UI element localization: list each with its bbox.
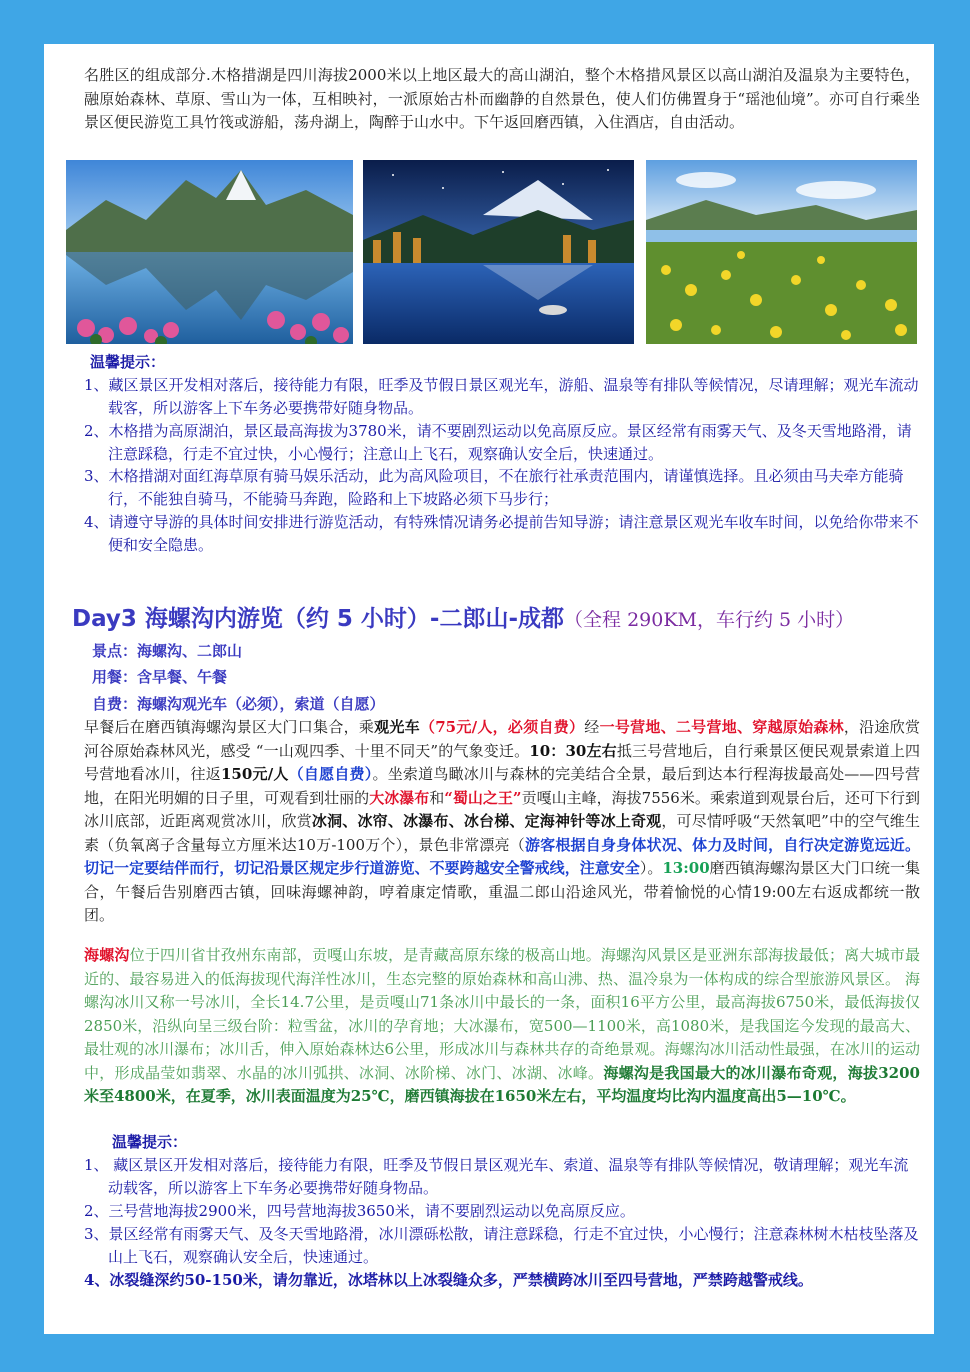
tip-2-2: 2、三号营地海拔2900米，四号营地海拔3650米，请不要剧烈运动以免高原反应。 (84, 1202, 635, 1220)
tips-title-1: 温馨提示： (90, 353, 166, 371)
tip-2-4: 4、冰裂缝深约50-150米，请勿靠近，冰塔林以上冰裂缝众多，严禁横跨冰川至四号营地，严禁跨越警戒线。 (84, 1271, 813, 1289)
tip-1-1: 1、藏区景区开发相对落后，接待能力有限，旺季及节假日景区观光车，游船、温泉等有排队等候情况，尽请理解；观光车流动载客，所以游客上下车务必要携带好随身物品。 (84, 376, 919, 417)
meadow-lake-photo (646, 160, 917, 344)
mountain-lake-flowers-photo (66, 160, 353, 344)
tip-2-3: 3、景区经常有雨雾天气、及冬天雪地路滑，冰川漂砾松散，请注意踩稳，行走不宜过快，小心慢行；注意森林树木枯枝坠落及山上飞石，观察确认安全后，快速通过。 (84, 1225, 919, 1266)
day3-subtitle: （全程 290KM，车行约 5 小时） (564, 609, 855, 631)
intro-paragraph: 名胜区的组成部分.木格措湖是四川海拔2000米以上地区最大的高山湖泊，整个木格措风景区以高山湖泊及温泉为主要特色，融原始森林、草原、雪山为一体，互相映衬，一派原始古朴而幽静的自然景色，使人们仿佛置身于“瑶池仙境”。亦可自行乘坐景区便民游览工具竹筏或游船，荡舟湖上，陶醉于山水中。下午返回磨西镇，入住酒店，自由活动。 (84, 66, 920, 131)
tip-1-2: 2、木格措为高原湖泊，景区最高海拔为3780米，请不要剧烈运动以免高原反应。景区经常有雨雾天气、及冬天雪地路滑，请注意踩稳，行走不宜过快，小心慢行；注意山上飞石，观察确认安全后，快速通过。 (84, 422, 912, 463)
itinerary-page (44, 44, 934, 1334)
tip-2-1: 1、 藏区景区开发相对落后，接待能力有限，旺季及节假日景区观光车、索道、温泉等有排队等候情况，敬请理解；观光车流动载客，所以游客上下车务必要携带好随身物品。 (84, 1156, 909, 1197)
day3-spots: 景点：海螺沟、二郎山 (92, 642, 243, 660)
tip-1-3: 3、木格措湖对面红海草原有骑马娱乐活动，此为高风险项目，不在旅行社承责范围内，请谨慎选择。且必须由马夫牵方能骑行，不能独自骑马，不能骑马奔跑，险路和上下坡路必须下马步行； (84, 467, 904, 508)
tip-1-4: 4、请遵守导游的具体时间安排进行游览活动，有特殊情况请务必提前告知导游；请注意景区观光车收车时间，以免给你带来不便和安全隐患。 (84, 513, 919, 554)
day3-main-paragraph: 早餐后在磨西镇海螺沟景区大门口集合，乘观光车（75元/人，必须自费）经一号营地、二号营地、穿越原始森林，沿途欣赏河谷原始森林风光，感受 “一山观四季、十里不同天”的气象变迁。10：30左右抵三号营地后，自行乘景区便民观景索道上四号营地看冰川，往返150元/人（自愿自费）。坐索道鸟瞰冰川与森林的完美结合全景，最后到达本行程海拔最高处——四号营地，在阳光明媚的日子里，可观看到壮丽的大冰瀑布和“蜀山之王”贡嘎山主峰，海拔7556米。乘索道到观景台后，还可下行到冰川底部，近距离观赏冰川，欣赏冰洞、冰帘、冰瀑布、冰台梯、定海神针等冰上奇观，可尽情呼吸“天然氧吧”中的空气维生素（负氧离子含量每立方厘米达10万-100万个），景色非常漂亮（游客根据自身身体状况、体力及时间，自行决定游览远近。切记一定要结伴而行，切记沿景区规定步行道游览、不要跨越安全警戒线，注意安全）。13:00磨西镇海螺沟景区大门口统一集合，午餐后告别磨西古镇，回味海螺神韵，哼着康定情歌，重温二郎山沿途风光，带着愉悦的心情19:00左右返成都统一散团。 (84, 718, 920, 924)
night-lake-photo (363, 160, 634, 344)
day3-title (72, 600, 854, 633)
hailuogou-description: 海螺沟位于四川省甘孜州东南部，贡嘎山东坡，是青藏高原东缘的极高山地。海螺沟风景区是亚洲东部海拔最低；离大城市最近的、最容易进入的低海拔现代海洋性冰川，生态完整的原始森林和高山沸、热、温冷泉为一体构成的综合型旅游风景区。 海螺沟冰川又称一号冰川，全长14.7公里，是贡嘎山71条冰川中最长的一条，面积16平方公里，最高海拔6750米，最低海拔仅2850米，沿纵向呈三级台阶：粒雪盆，冰川的孕育地；大冰瀑布，宽500—1100米，高1080米，是我国迄今发现的最高大、最壮观的冰川瀑布；冰川舌，伸入原始森林达6公里，形成冰川与森林共存的奇绝景观。海螺沟冰川活动性最强，在冰川的运动中，形成晶莹如翡翠、水晶的冰川弧拱、冰洞、冰阶梯、冰门、冰湖、冰峰。海螺沟是我国最大的冰川瀑布奇观，海拔3200米至4800米，在夏季，冰川表面温度为25℃，磨西镇海拔在1650米左右，平均温度均比沟内温度高出5—10℃。 (84, 946, 920, 1105)
tips-title-2: 温馨提示： (112, 1133, 188, 1151)
day3-title-text: Day3 海螺沟内游览（约 5 小时）-二郎山-成都 (72, 606, 565, 632)
day3-selfpay: 自费：海螺沟观光车（必须），索道（自愿） (92, 695, 385, 713)
day3-meals: 用餐：含早餐、午餐 (92, 668, 228, 686)
